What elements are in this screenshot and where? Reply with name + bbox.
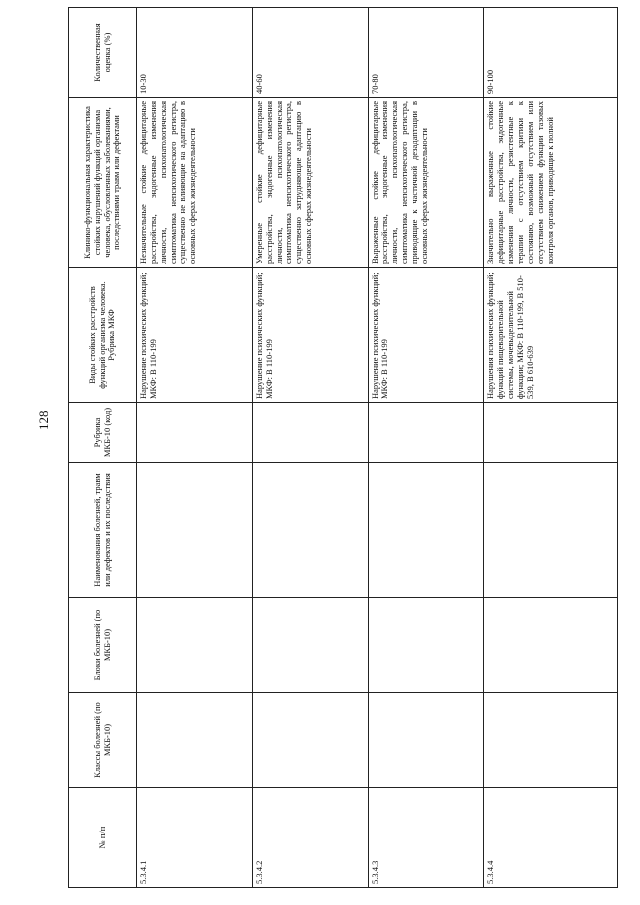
row-percent: 40-60: [252, 8, 368, 98]
table-row: [368, 8, 484, 888]
row-description: Незначительные стойкие дефицитарные расстройства, эндогенные изменения личности, психопатологическая симптоматика непсихотического регистра, существенно не влияющие на адаптацию в основных сферах жизнедеятельности: [137, 98, 253, 268]
row-names: [252, 463, 368, 598]
table-row: [252, 8, 368, 888]
header-num: № п/п: [69, 788, 137, 888]
row-blocks: [252, 598, 368, 693]
row-description: Значительно выраженные стойкие дефицитарные расстройства, эндогенные изменения личности, резистентные к терапии с отсутствием критики к состоянию, возможный отсутствием или отсутствием снижением функции тазовых контроля органов, приводящие к полной: [484, 98, 618, 268]
table-row: [137, 8, 253, 888]
row-classes: [484, 693, 618, 788]
row-types: Нарушения психических функций; функций пищеварительной системы, мочевыделительной функции; МКФ: В 110-199, В 510-539, В 610-639: [484, 268, 618, 403]
row-code: [252, 403, 368, 463]
row-types: Нарушение психических функций; МКФ: В 110-199: [252, 268, 368, 403]
row-types: Нарушение психических функций; МКФ: В 110-199: [368, 268, 484, 403]
row-code: [137, 403, 253, 463]
row-description: Выраженные стойкие дефицитарные расстройства, эндогенные изменения личности, психопатологическая симптоматика непсихотического регистра, приводящие к частичной дезадаптации в основных сферах жизнедеятельности: [368, 98, 484, 268]
row-blocks: [368, 598, 484, 693]
row-names: [137, 463, 253, 598]
row-description: Умеренные стойкие дефицитарные расстройства, эндогенные изменения личности, психопатологическая симптоматика непсихотического регистра, существенно затрудняющие адаптацию в основных сферах жизнедеятельности: [252, 98, 368, 268]
row-blocks: [137, 598, 253, 693]
row-names: [484, 463, 618, 598]
page-number: 128: [36, 410, 51, 430]
rotated-table-wrapper: [68, 8, 618, 888]
header-description: Клинико-функциональная характеристика стойких нарушений функций организма человека, обусловленных заболеваниями, последствиями травм или дефектами: [69, 98, 137, 268]
header-classes: Классы болезней (по МКБ-10): [69, 693, 137, 788]
row-num: 5.3.4.4: [484, 788, 618, 888]
row-num: 5.3.4.3: [368, 788, 484, 888]
header-types: Виды стойких расстройств функций организма человека. Рубрика МКФ: [69, 268, 137, 403]
row-types: Нарушение психических функций; МКФ: В 110-199: [137, 268, 253, 403]
row-num: 5.3.4.1: [137, 788, 253, 888]
row-percent: 90-100: [484, 8, 618, 98]
header-names: Наименования болезней, травм или дефектов и их последствия: [69, 463, 137, 598]
row-percent: 10-30: [137, 8, 253, 98]
row-classes: [137, 693, 253, 788]
row-percent: 70-80: [368, 8, 484, 98]
table-row: [484, 8, 618, 888]
row-names: [368, 463, 484, 598]
impairment-table: [68, 7, 618, 888]
row-blocks: [484, 598, 618, 693]
header-percent: Количественная оценка (%): [69, 8, 137, 98]
header-code: Рубрика МКБ-10 (код): [69, 403, 137, 463]
row-code: [484, 403, 618, 463]
row-code: [368, 403, 484, 463]
row-classes: [252, 693, 368, 788]
header-blocks: Блоки болезней (по МКБ-10): [69, 598, 137, 693]
row-num: 5.3.4.2: [252, 788, 368, 888]
header-row: [69, 8, 137, 888]
row-classes: [368, 693, 484, 788]
